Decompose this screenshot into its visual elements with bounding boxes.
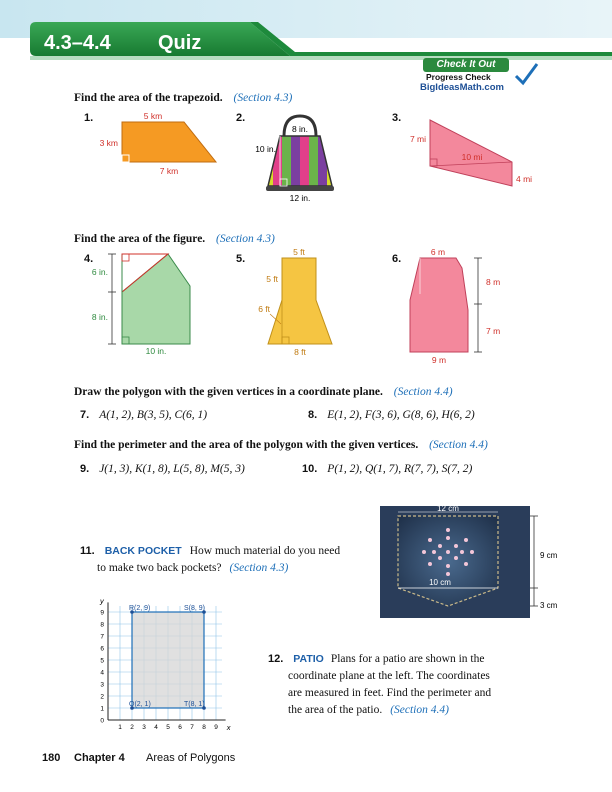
problem-6-number: 6.: [392, 253, 402, 265]
fig3-label-left: 7 mi: [409, 134, 426, 144]
y-axis-label: y: [100, 598, 104, 606]
problem-8-text: E(1, 2), F(3, 6), G(8, 6), H(6, 2): [327, 409, 475, 421]
problem-5-number: 5.: [236, 253, 246, 265]
x-tick-label: 7: [190, 724, 194, 731]
problem-2-number: 2.: [236, 112, 246, 124]
pocket-dimension-markers: [528, 506, 588, 618]
fig4-label-bottom: 10 in.: [145, 346, 167, 356]
problem-9: [80, 459, 245, 477]
x-tick-label: 6: [178, 724, 182, 731]
problem-11-text2: to make two back pockets?: [97, 562, 222, 574]
chapter-title: Areas of Polygons: [146, 752, 236, 764]
problem-10-text: P(1, 2), Q(1, 7), R(7, 7), S(7, 2): [327, 463, 473, 475]
quiz-title: Quiz: [158, 32, 202, 54]
y-tick-label: 6: [100, 645, 104, 653]
fig3-label-right: 4 mi: [516, 174, 533, 184]
group1-text: Find the area of the trapezoid.: [74, 92, 223, 104]
problem-12-line4: the area of the patio.: [288, 704, 383, 716]
check-it-out-badge[interactable]: [420, 58, 545, 96]
group2-ref: (Section 4.3): [216, 233, 275, 245]
y-tick-label: 2: [100, 693, 104, 701]
group4-text: Find the perimeter and the area of the polygon with the given vertices.: [74, 439, 419, 451]
problem-3-number: 3.: [392, 112, 402, 124]
x-tick-label: 9: [214, 724, 218, 731]
badge-suffix: .com: [481, 82, 504, 93]
handbag-figure-2: [250, 108, 360, 204]
y-tick-label: 0: [100, 717, 104, 725]
fig1-label-bottom: 7 km: [159, 166, 179, 176]
problem-11-ref: (Section 4.3): [229, 562, 289, 574]
group4-instruction: [74, 439, 488, 451]
fig1-label-top: 5 km: [143, 111, 163, 121]
fig4-label-middle: 8 in.: [92, 312, 108, 322]
x-tick-label: 5: [166, 724, 170, 731]
badge-line2: Progress Check: [426, 72, 491, 82]
problem-12-line1: Plans for a patio are shown in the: [330, 653, 485, 665]
fig6-label-bottom: 9 m: [431, 355, 447, 365]
fig3-label-middle: 10 mi: [461, 152, 483, 162]
group3-text: Draw the polygon with the given vertices in a coordinate plane.: [74, 386, 383, 398]
pocket-label-tip: 3 cm: [540, 601, 558, 610]
composite-figure-5: [250, 246, 360, 361]
back-pocket-figure: [380, 506, 530, 618]
problem-12-ref: (Section 4.4): [390, 704, 449, 716]
problem-4-number: 4.: [84, 253, 94, 265]
fig4-label-top: 6 in.: [92, 267, 108, 277]
x-tick-label: 2: [130, 724, 134, 731]
trapezoid-figure-3: [404, 108, 544, 198]
chapter-label: Chapter 4: [74, 752, 125, 764]
problem-12-number: 12.: [268, 653, 284, 665]
problem-8-number: 8.: [308, 409, 318, 421]
fig6-label-lower: 7 m: [486, 326, 501, 336]
vertex-label: T(8, 1): [184, 701, 205, 708]
trapezoid-figure-1: [96, 108, 226, 188]
group2-text: Find the area of the figure.: [74, 233, 206, 245]
y-tick-label: 3: [100, 681, 104, 689]
vertex-label: Q(2, 1): [129, 701, 151, 708]
problem-12-title: PATIO: [293, 653, 324, 665]
pocket-label-bottom: 10 cm: [429, 578, 451, 587]
patio-rectangle: [132, 612, 204, 708]
problem-12: [268, 650, 568, 718]
problem-1-number: 1.: [84, 112, 94, 124]
checkmark-icon: [512, 60, 540, 88]
problem-7-text: A(1, 2), B(3, 5), C(6, 1): [99, 409, 208, 421]
y-tick-label: 4: [100, 669, 104, 677]
problem-9-number: 9.: [80, 463, 90, 475]
problem-11-number: 11.: [80, 545, 95, 557]
group4-ref: (Section 4.4): [429, 439, 488, 451]
x-tick-label: 3: [142, 724, 146, 731]
y-tick-label: 5: [100, 657, 104, 665]
coordinate-grid: [92, 598, 242, 736]
badge-line1: Check It Out: [423, 58, 509, 72]
problem-9-text: J(1, 3), K(1, 8), L(5, 8), M(5, 3): [99, 463, 245, 475]
fig1-label-left: 3 km: [99, 138, 118, 148]
problem-12-line2: coordinate plane at the left. The coordinates: [288, 670, 490, 682]
y-tick-label: 9: [100, 609, 104, 617]
problem-11: [80, 542, 360, 576]
y-tick-label: 7: [100, 633, 104, 641]
fig2-label-top: 8 in.: [291, 124, 309, 134]
problem-10: [302, 459, 472, 477]
vertex-label: S(8, 9): [184, 605, 206, 612]
fig2-label-bottom: 12 in.: [289, 193, 311, 203]
problem-7: [80, 405, 207, 423]
badge-line3: BigIdeasMath: [420, 82, 482, 93]
fig5-label-bottom: 8 ft: [294, 347, 306, 357]
section-number: 4.3–4.4: [44, 32, 111, 54]
y-tick-label: 1: [100, 705, 104, 713]
problem-7-number: 7.: [80, 409, 90, 421]
problem-10-number: 10.: [302, 463, 318, 475]
pocket-label-top: 12 cm: [437, 506, 459, 513]
fig5-label-top: 5 ft: [293, 247, 305, 257]
fig5-label-side: 5 ft: [266, 274, 278, 284]
problem-11-title: BACK POCKET: [104, 545, 182, 557]
fig2-label-height: 10 in.: [255, 144, 276, 154]
problem-11-text1: How much material do you need: [189, 545, 341, 557]
page-number: 180: [42, 752, 61, 764]
composite-figure-6: [400, 248, 510, 366]
group3-ref: (Section 4.4): [393, 386, 453, 398]
y-tick-label: 8: [100, 621, 104, 629]
group1-instruction: [74, 92, 292, 104]
pocket-label-height: 9 cm: [540, 551, 558, 560]
composite-figure-4: [92, 248, 212, 358]
x-tick-label: 1: [118, 724, 122, 731]
x-tick-label: 4: [154, 724, 158, 731]
fig6-label-top: 6 m: [430, 248, 446, 257]
group2-instruction: [74, 233, 275, 245]
x-axis-label: x: [226, 723, 231, 732]
group1-ref: (Section 4.3): [233, 92, 293, 104]
x-tick-label: 8: [202, 724, 206, 731]
vertex-label: R(2, 9): [129, 605, 151, 612]
problem-12-line3: are measured in feet. Find the perimeter and: [288, 687, 492, 699]
group3-instruction: [74, 386, 453, 398]
problem-8: [308, 405, 475, 423]
fig6-label-upper: 8 m: [486, 277, 501, 287]
fig5-label-slant: 6 ft: [258, 304, 270, 314]
